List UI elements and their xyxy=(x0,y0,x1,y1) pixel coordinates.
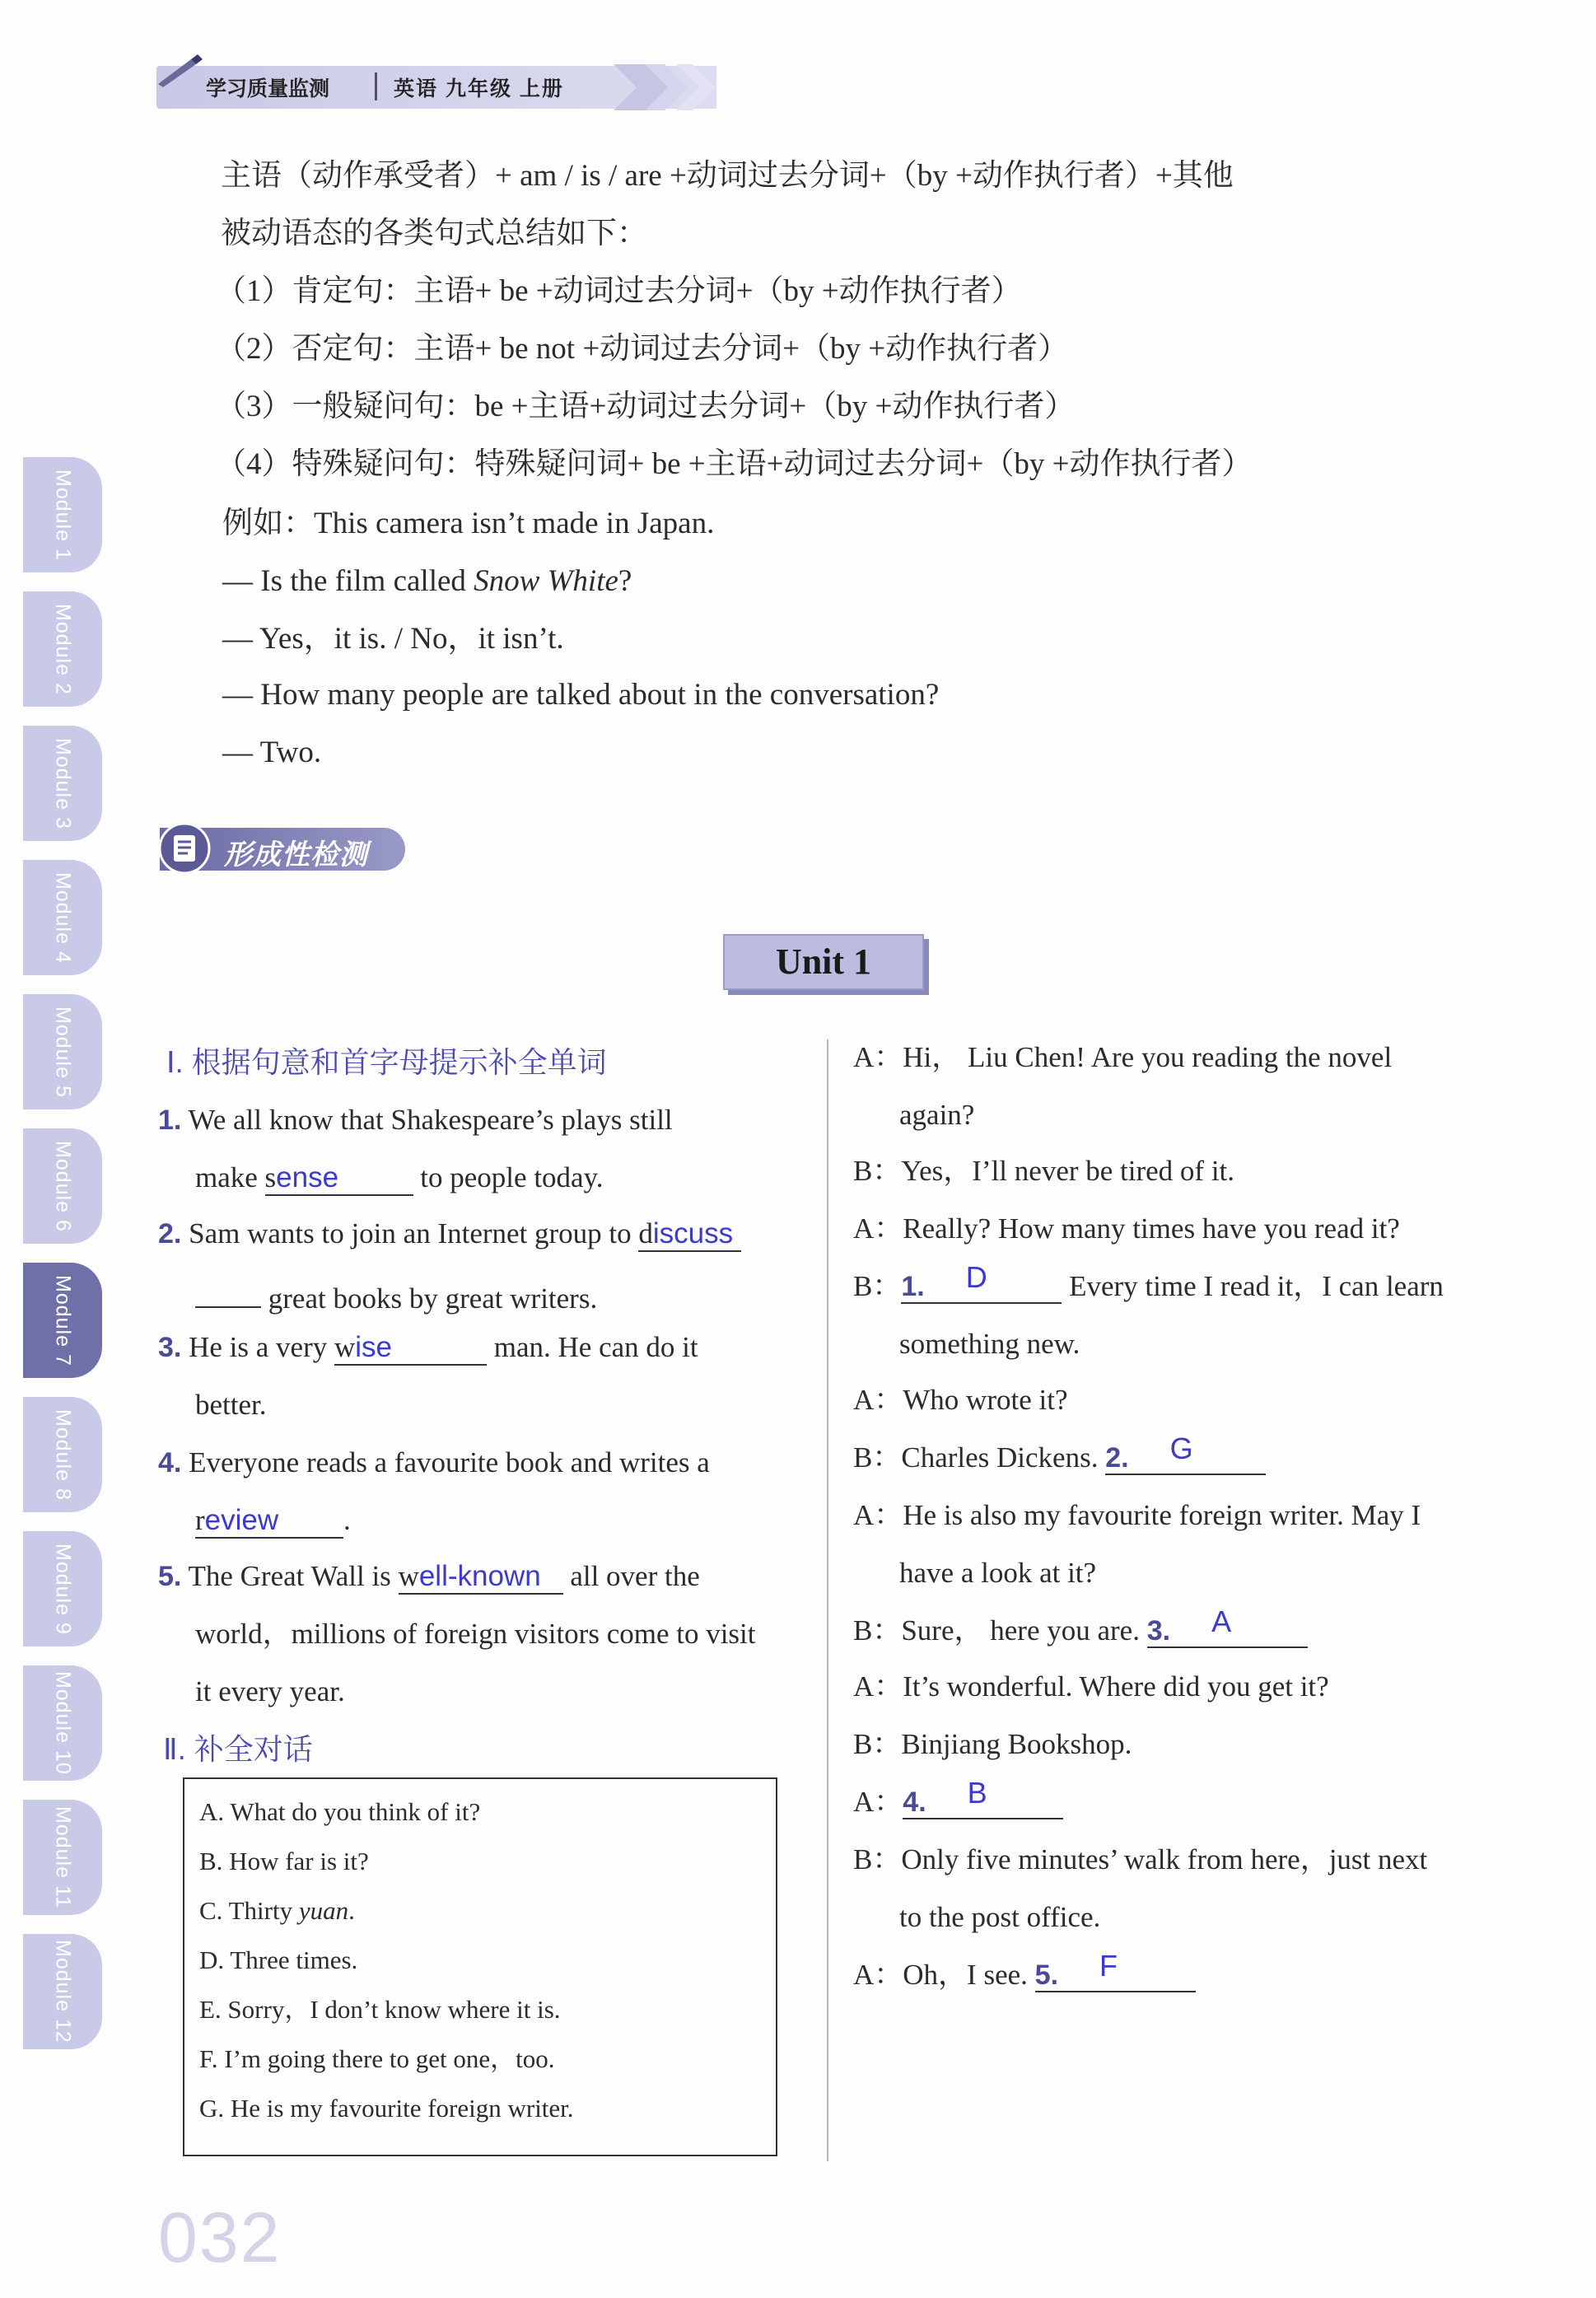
dialogue-line: A：Who wrote it? xyxy=(853,1384,1068,1416)
question-1 xyxy=(158,1102,673,1138)
tab-label: Module 7 xyxy=(51,1274,75,1366)
option-italic: yuan xyxy=(298,1896,349,1925)
tab-label: Module 6 xyxy=(51,1140,75,1232)
grammar-summary: 被动语态的各类句式总结如下： xyxy=(221,217,647,250)
question-number: 3. xyxy=(158,1332,182,1363)
dialogue-text: B：Charles Dickens. xyxy=(853,1441,1106,1474)
dialogue-line: something new. xyxy=(899,1328,1080,1360)
question-2 xyxy=(158,1216,741,1252)
hint-letter: d xyxy=(638,1217,653,1249)
option-f: F. I’m going there to get one，too. xyxy=(199,2044,555,2073)
tab-module-2[interactable] xyxy=(23,591,102,707)
option-d: D. Three times. xyxy=(199,1945,358,1974)
tab-label: Module 9 xyxy=(51,1543,75,1635)
grammar-pattern-2: （2）否定句：主语+ be not +动词过去分词+（by +动作执行者） xyxy=(216,332,1069,366)
answer-text: D xyxy=(965,1260,987,1294)
answer-blank-3[interactable] xyxy=(334,1331,487,1366)
blank-number: 1. xyxy=(901,1271,925,1302)
tab-label: Module 3 xyxy=(51,737,75,829)
question-number: 1. xyxy=(158,1105,182,1136)
blank-number: 3. xyxy=(1146,1615,1171,1646)
option-text: C. Thirty xyxy=(199,1896,299,1925)
question-number: 4. xyxy=(158,1447,182,1478)
question-text: Everyone reads a favourite book and writes a xyxy=(189,1446,710,1478)
answer-blank-2-cont xyxy=(195,1273,261,1308)
header-series-title: 学习质量监测 xyxy=(206,77,330,100)
question-text: . xyxy=(343,1504,351,1536)
hint-letter: r xyxy=(195,1504,205,1536)
answer-text: ell-known xyxy=(418,1560,541,1592)
answer-text: B xyxy=(967,1776,987,1810)
question-1-line-2 xyxy=(195,1160,604,1196)
dialogue-line: to the post office. xyxy=(899,1901,1101,1933)
tab-label: Module 10 xyxy=(51,1671,75,1775)
tab-module-11[interactable] xyxy=(23,1800,102,1915)
unit-title: Unit 1 xyxy=(723,934,924,990)
dialogue-blank-3[interactable] xyxy=(1146,1604,1308,1648)
tab-label: Module 4 xyxy=(51,871,75,964)
answer-blank-1[interactable] xyxy=(265,1161,413,1196)
dialogue-blank-4[interactable] xyxy=(903,1776,1063,1819)
tab-label: Module 11 xyxy=(51,1806,75,1908)
answer-text: iscuss xyxy=(652,1217,734,1249)
dialogue-line-blank-1 xyxy=(853,1260,1444,1305)
dialogue-line: have a look at it? xyxy=(899,1557,1097,1589)
tab-label: Module 5 xyxy=(51,1006,75,1098)
question-text: The Great Wall is xyxy=(188,1560,399,1592)
dialogue-blank-2[interactable] xyxy=(1105,1432,1266,1475)
answer-blank-5[interactable] xyxy=(399,1560,563,1595)
question-3-line-2: better. xyxy=(195,1389,267,1421)
dialogue-line: A：He is also my favourite foreign writer. May I xyxy=(853,1499,1421,1531)
grammar-dialog-4: — Two. xyxy=(222,736,322,769)
answer-text: eview xyxy=(204,1504,279,1536)
answer-text: F xyxy=(1099,1949,1118,1983)
dialogue-text: Every time I read it，I can learn xyxy=(1062,1270,1444,1302)
question-2-line-2 xyxy=(195,1273,597,1317)
question-text: make xyxy=(195,1161,265,1193)
dialogue-text: A：Oh，I see. xyxy=(853,1959,1035,1991)
grammar-pattern-1: （1）肯定句：主语+ be +动词过去分词+（by +动作执行者） xyxy=(216,274,1022,308)
question-text: man. He can do it xyxy=(487,1331,698,1363)
grammar-example xyxy=(222,506,714,542)
grammar-formula: 主语（动作承受者）+ am / is / are +动词过去分词+（by +动作执行者）+其他 xyxy=(221,159,1234,193)
question-4 xyxy=(158,1445,710,1481)
part2-heading: Ⅱ. 补全对话 xyxy=(163,1732,313,1766)
pen-icon xyxy=(155,54,204,87)
question-number: 5. xyxy=(158,1561,182,1592)
hint-letter: s xyxy=(264,1161,277,1193)
tab-module-10[interactable] xyxy=(23,1665,102,1781)
example-sentence: This camera isn’t made in Japan. xyxy=(314,507,715,540)
answer-text: A xyxy=(1211,1604,1232,1638)
dialogue-line: A：Really? How many times have you read it? xyxy=(853,1212,1400,1245)
tab-label: Module 1 xyxy=(51,469,75,561)
notebook-icon xyxy=(156,820,212,876)
dialogue-line: B：Yes，I’ll never be tired of it. xyxy=(853,1155,1235,1187)
hint-letter: w xyxy=(398,1560,419,1592)
tab-module-12[interactable] xyxy=(23,1934,102,2049)
dialogue-blank-1[interactable] xyxy=(901,1260,1062,1304)
chevron-arrows-icon xyxy=(614,64,729,110)
answer-blank-4[interactable] xyxy=(195,1504,343,1539)
question-5-line-3: it every year. xyxy=(195,1675,345,1707)
tab-module-8[interactable] xyxy=(23,1397,102,1512)
tab-label: Module 12 xyxy=(51,1940,75,2043)
speaker-label: A： xyxy=(853,1786,903,1818)
hint-letter: w xyxy=(334,1331,356,1363)
answer-text: ense xyxy=(276,1161,339,1193)
blank-number: 2. xyxy=(1105,1442,1129,1474)
dialogue-line-blank-2 xyxy=(853,1432,1266,1476)
tab-module-3[interactable] xyxy=(23,726,102,841)
column-divider xyxy=(827,1039,828,2161)
dialogue-blank-5[interactable] xyxy=(1034,1949,1196,1992)
grammar-dialog-2: — Yes，it is. / No，it isn’t. xyxy=(222,622,564,656)
question-text: great books by great writers. xyxy=(261,1282,598,1315)
speaker-label: B： xyxy=(853,1270,902,1302)
section-banner-title: 形成性检测 xyxy=(224,839,368,871)
dialogue-line: A：Hi， Liu Chen! Are you reading the novel xyxy=(853,1041,1393,1073)
tab-label: Module 2 xyxy=(51,603,75,695)
page-number: 032 xyxy=(158,2198,282,2277)
options-box xyxy=(183,1777,777,2156)
tab-module-9[interactable] xyxy=(23,1531,102,1646)
option-e: E. Sorry，I don’t know where it is. xyxy=(199,1995,561,2024)
option-a: A. What do you think of it? xyxy=(199,1797,481,1826)
example-label: 例如： xyxy=(222,507,314,540)
blank-number: 4. xyxy=(903,1787,926,1818)
option-c xyxy=(199,1886,355,1936)
blank-number: 5. xyxy=(1034,1959,1059,1991)
tab-module-6[interactable] xyxy=(23,1128,102,1244)
dialogue-line: again? xyxy=(899,1099,975,1131)
question-4-line-2 xyxy=(195,1502,351,1539)
option-end: . xyxy=(348,1896,355,1925)
grammar-dialog-1 xyxy=(222,563,632,600)
question-text: Sam wants to join an Internet group to xyxy=(189,1217,639,1249)
dialogue-line-blank-5 xyxy=(853,1949,1196,1993)
question-3 xyxy=(158,1329,698,1366)
tab-label: Module 8 xyxy=(51,1408,75,1501)
answer-text: ise xyxy=(355,1331,393,1363)
dialogue-line: A：It’s wonderful. Where did you get it? xyxy=(853,1670,1329,1702)
answer-text: G xyxy=(1169,1432,1193,1465)
question-text: We all know that Shakespeare’s plays still xyxy=(188,1104,673,1136)
tab-module-1[interactable] xyxy=(23,457,102,572)
part1-heading: Ⅰ. 根据句意和首字母提示补全单词 xyxy=(166,1045,607,1079)
question-text: all over the xyxy=(562,1560,700,1592)
question-5 xyxy=(158,1558,700,1595)
grammar-pattern-3: （3）一般疑问句：be +主语+动词过去分词+（by +动作执行者） xyxy=(216,390,1076,423)
header-subject: 英语 九年级 上册 xyxy=(394,77,564,100)
dialog-1-title: Snow White xyxy=(474,564,618,598)
dialogue-line: B：Only five minutes’ walk from here，just next xyxy=(853,1843,1428,1875)
grammar-pattern-4: （4）特殊疑问句：特殊疑问词+ be +主语+动词过去分词+（by +动作执行者） xyxy=(216,447,1253,481)
dialog-1-text: — Is the film called xyxy=(222,564,474,598)
tab-module-4[interactable] xyxy=(23,860,102,975)
dialogue-line: B：Binjiang Bookshop. xyxy=(853,1728,1132,1760)
dialog-1-end: ? xyxy=(618,564,632,598)
dialogue-line-blank-4 xyxy=(853,1776,1063,1820)
grammar-dialog-3: — How many people are talked about in the conversation? xyxy=(222,678,940,712)
question-number: 2. xyxy=(158,1218,182,1249)
tab-module-7[interactable] xyxy=(23,1263,102,1378)
dialogue-line-blank-3 xyxy=(853,1604,1308,1649)
question-5-line-2: world，millions of foreign visitors come to visit xyxy=(195,1618,756,1650)
option-g: G. He is my favourite foreign writer. xyxy=(199,2094,574,2123)
tab-module-5[interactable] xyxy=(23,994,102,1109)
question-text: He is a very xyxy=(189,1331,334,1363)
option-b: B. How far is it? xyxy=(199,1847,369,1875)
question-text: to people today. xyxy=(413,1161,604,1193)
dialogue-text: B：Sure， here you are. xyxy=(853,1614,1147,1646)
answer-blank-2[interactable] xyxy=(638,1217,741,1252)
header-divider xyxy=(375,72,377,100)
